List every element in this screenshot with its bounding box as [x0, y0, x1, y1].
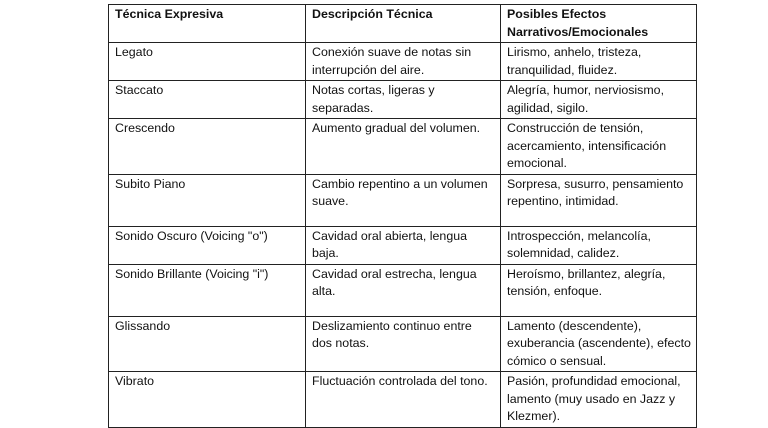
technique-cell: Crescendo	[109, 119, 306, 175]
effects-cell: Pasión, profundidad emocional, lamento (muy usado en Jazz y Klezmer).	[501, 372, 697, 428]
technique-cell: Staccato	[109, 81, 306, 119]
table-row	[109, 43, 697, 81]
header-effects: Posibles Efectos Narrativos/Emocionales	[501, 5, 697, 43]
table-row	[109, 264, 697, 316]
effects-cell: Construcción de tensión, acercamiento, intensificación emocional.	[501, 119, 697, 175]
header-description: Descripción Técnica	[306, 5, 501, 43]
technique-cell: Sonido Brillante (Voicing "i")	[109, 264, 306, 316]
effects-cell: Introspección, melancolía, solemnidad, calidez.	[501, 226, 697, 264]
techniques-table	[108, 4, 697, 428]
effects-cell: Sorpresa, susurro, pensamiento repentino, intimidad.	[501, 174, 697, 226]
description-cell: Cavidad oral abierta, lengua baja.	[306, 226, 501, 264]
table-row	[109, 226, 697, 264]
technique-cell: Sonido Oscuro (Voicing "o")	[109, 226, 306, 264]
header-row	[109, 5, 697, 43]
description-cell: Aumento gradual del volumen.	[306, 119, 501, 175]
technique-cell: Subito Piano	[109, 174, 306, 226]
technique-cell: Legato	[109, 43, 306, 81]
description-cell: Deslizamiento continuo entre dos notas.	[306, 316, 501, 372]
description-cell: Cambio repentino a un volumen suave.	[306, 174, 501, 226]
table-row	[109, 372, 697, 428]
effects-cell: Lamento (descendente), exuberancia (ascendente), efecto cómico o sensual.	[501, 316, 697, 372]
effects-cell: Alegría, humor, nerviosismo, agilidad, sigilo.	[501, 81, 697, 119]
technique-cell: Glissando	[109, 316, 306, 372]
effects-cell: Heroísmo, brillantez, alegría, tensión, enfoque.	[501, 264, 697, 316]
effects-cell: Lirismo, anhelo, tristeza, tranquilidad, fluidez.	[501, 43, 697, 81]
table-row	[109, 316, 697, 372]
table-row	[109, 81, 697, 119]
description-cell: Cavidad oral estrecha, lengua alta.	[306, 264, 501, 316]
description-cell: Fluctuación controlada del tono.	[306, 372, 501, 428]
header-technique: Técnica Expresiva	[109, 5, 306, 43]
technique-cell: Vibrato	[109, 372, 306, 428]
table-row	[109, 174, 697, 226]
description-cell: Conexión suave de notas sin interrupción del aire.	[306, 43, 501, 81]
table-row	[109, 119, 697, 175]
description-cell: Notas cortas, ligeras y separadas.	[306, 81, 501, 119]
